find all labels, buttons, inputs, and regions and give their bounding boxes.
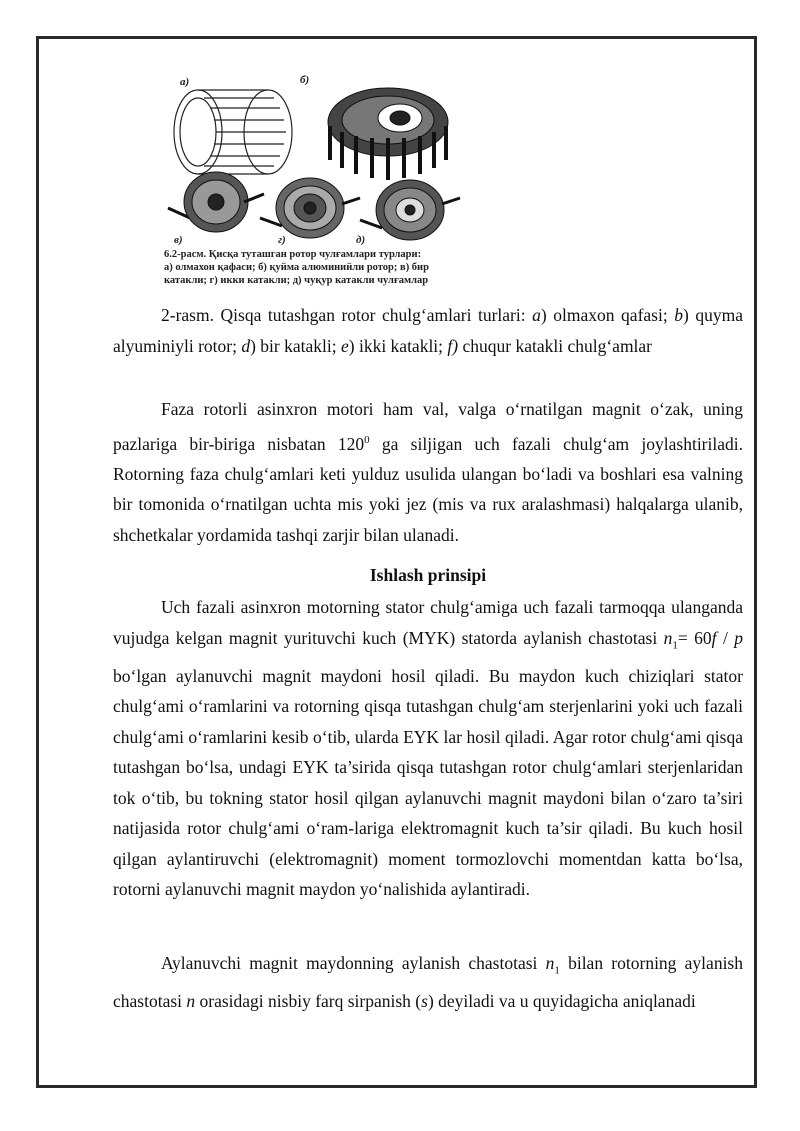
- squirrel-cage-drawing: [174, 90, 292, 174]
- text-run: orasidagi nisbiy farq sirpanish (: [195, 991, 422, 1011]
- superscript: 0: [364, 433, 370, 446]
- italic-symbol: s: [421, 991, 428, 1011]
- caption-text: [113, 300, 743, 361]
- text-run: ) bir katakli;: [250, 335, 341, 356]
- text-run: 2-rasm. Qisqa tutashgan rotor chulg‘amlari turlari:: [161, 305, 533, 325]
- text-run: ) quyma alyuminiyli rotor;: [113, 305, 743, 356]
- paragraph-text: [113, 592, 743, 905]
- text-run: ) ikki katakli;: [348, 335, 448, 356]
- italic-letter: a: [532, 305, 541, 325]
- text-run: ) olmaxon qafasi;: [540, 305, 675, 325]
- single-cage-drawing: [168, 172, 264, 232]
- italic-letter: d: [241, 335, 251, 356]
- italic-symbol: p: [734, 627, 743, 648]
- text-run: /: [716, 627, 735, 648]
- rotor-figure: [160, 70, 500, 292]
- figure-label-e: д): [356, 234, 366, 246]
- paragraph-text: [113, 948, 743, 1017]
- rotor-illustrations: [160, 70, 500, 245]
- figure-label-a: а): [180, 76, 190, 88]
- subscript: 1: [672, 639, 678, 651]
- principle-paragraph: [113, 592, 743, 905]
- figure-label-d: г): [278, 234, 286, 246]
- text-run: bilan rotorning aylanish chastotasi: [113, 953, 743, 1011]
- text-run: ga siljigan uch fazali chulg‘am joylashtiriladi. Rotorning faza chulg‘amlari keti yulduz usulida ulangan bo‘ladi va boshlari esa valning bir tomonida o‘rnatilgan uchta mis yoki jez (mis va rux aralashmasi) halqalarga ulanib, shchetkalar yordamida tashqi zarjir bilan ulanadi.: [113, 433, 743, 545]
- deep-slot-drawing: [360, 180, 460, 240]
- figure-label-b: б): [300, 74, 310, 86]
- text-run: ) deyiladi va u quyidagicha aniqlanadi: [427, 991, 696, 1011]
- text-run: Faza rotorli asinxron motori ham val, valga o‘rnatilgan magnit o‘zak, uning pazlariga bir-biriga nisbatan 120: [113, 399, 743, 454]
- paragraph-text: [113, 394, 743, 550]
- text-run: = 60: [677, 627, 712, 648]
- italic-letter: b: [674, 305, 683, 325]
- figure-label-c: в): [174, 234, 183, 246]
- italic-symbol: n: [186, 991, 196, 1011]
- text-run: Aylanuvchi magnit maydonning aylanish chastotasi: [161, 953, 546, 973]
- italic-letter: f): [447, 335, 459, 356]
- figure-caption-line: а) олмахон қафаси; б) қуйма алюминийли ротор; в) бир: [164, 262, 429, 273]
- text-run: bo‘lgan aylanuvchi magnit maydoni hosil qiladi. Bu maydon kuch chiziqlari stator chulg‘ami o‘ramlarini va rotorning qisqa tutashgan chulg‘am sterjenlarini yoki uch fazali chulg‘ami o‘ramlarini kesib o‘tib, ularda EYK lar hosil qiladi. Agar rotor chulg‘ami qisqa tutashgan bo‘lsa, undagi EYK ta’sirida qisqa tutashgan rotor chulg‘amlari sterjenlaridan tok o‘tib, bu tokning stator hosil qilgan aylanuvchi magnit maydoni bilan o‘zaro ta’siri natijasida rotor chulg‘ami o‘ram-lariga elektromagnit kuch ta’sir qiladi. Bu kuch hosil qilgan aylantiruvchi (elektromagnit) moment tormozlovchi momentdan katta bo‘lsa, rotorni aylanuvchi magnit maydon yo‘nalishida aylantiradi.: [113, 665, 743, 899]
- section-heading: Ishlash prinsipi: [369, 565, 487, 585]
- caption-paragraph: [113, 300, 743, 361]
- figure-caption-line: катакли; г) икки катакли; д) чуқур катакли чулғамлар: [164, 275, 429, 286]
- italic-letter: e: [340, 335, 349, 356]
- italic-symbol: n: [663, 627, 673, 648]
- cast-rotor-drawing: [328, 88, 448, 180]
- text-run: chuqur katakli chulg‘amlar: [458, 335, 653, 356]
- figure-caption-cyrillic: [164, 248, 494, 287]
- subscript: 1: [554, 964, 560, 977]
- text-run: Uch fazali asinxron motorning stator chulg‘amiga uch fazali tarmoqqa ulanganda vujudga kelgan magnit yurituvchi kuch (MYK) statorda aylanish chastotasi: [113, 597, 743, 648]
- figure-caption-line: 6.2-расм. Қисқа туташган ротор чулғамлари турлари:: [164, 249, 422, 260]
- slip-paragraph: [113, 948, 743, 1017]
- italic-symbol: n: [545, 953, 555, 973]
- phase-rotor-paragraph: [113, 394, 743, 550]
- double-cage-drawing: [260, 178, 360, 238]
- italic-symbol: f: [711, 627, 717, 648]
